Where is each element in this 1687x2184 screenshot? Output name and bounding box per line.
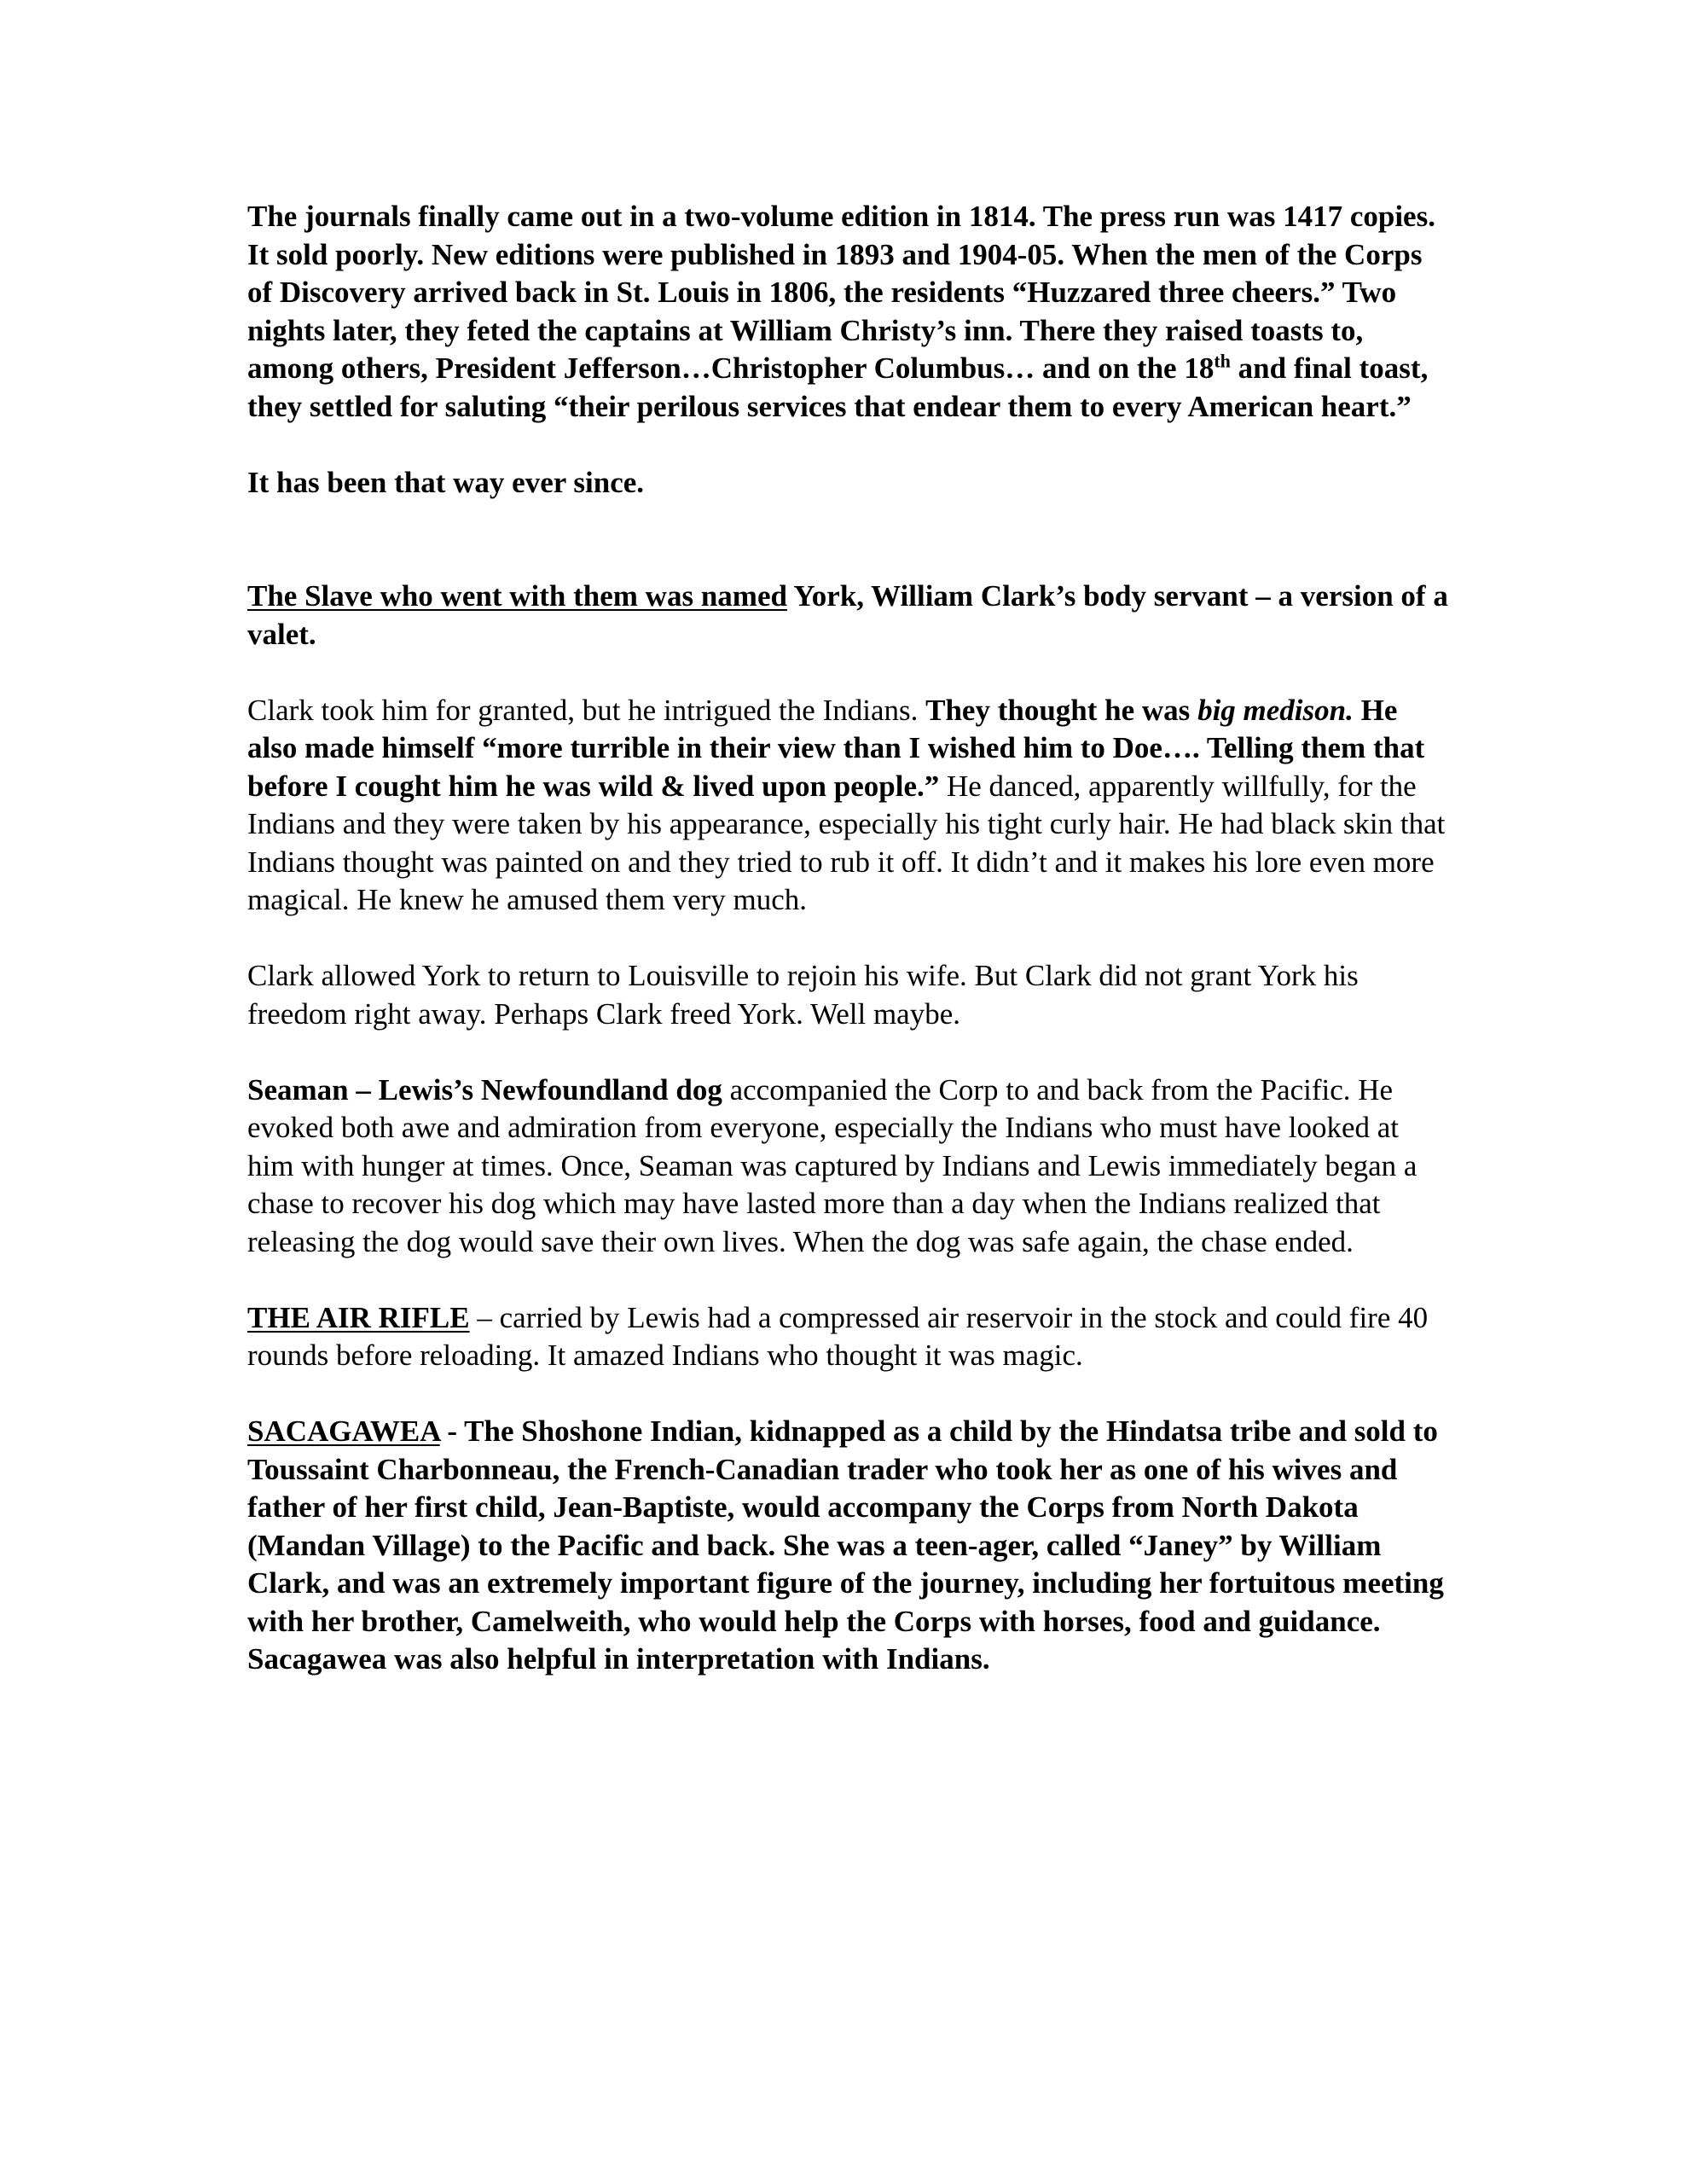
york-heading: The Slave who went with them was named	[247, 579, 787, 613]
seaman-text: accompanied the Corp to and back from the Pacific. He evoked both awe and admiration from everyone, especially the Indians who must have looked at him with hunger at times. Once, Seaman was captured by Indians and Lewis immediately began a chase to recover his dog which may have lasted more than a day when the Indians realized that releasing the dog would save their own lives. When the dog was safe again, the chase ended.	[247, 1072, 1417, 1258]
york-detail-quote: He also made himself “more turrible in their view than I wished him to Doe…. Telling them that before I cought him he was wild & lived upon people.”	[247, 693, 1425, 803]
sacagawea-text: - The Shoshone Indian, kidnapped as a child by the Hindatsa tribe and sold to Toussaint Charbonneau, the French-Canadian trader who took her as one of his wives and father of her first child, Jean-Baptiste, would accompany the Corps from North Dakota (Mandan Village) to the Pacific and back. She was a teen-ager, called “Janey” by William Clark, and was an extremely important figure of the journey, including her fortuitous meeting with her brother, Camelweith, who would help the Corps with horses, food and guidance. Sacagawea was also helpful in interpretation with Indians.	[247, 1414, 1444, 1676]
york-detail-italic: big medison.	[1197, 693, 1354, 727]
air-rifle-paragraph	[247, 1299, 1450, 1375]
york-detail-plain-2: He danced, apparently willfully, for the Indians and they were taken by his appearance, especially his tight curly hair. He had black skin that Indians thought was painted on and they tried to rub it off. It didn’t and it makes his lore even more magical. He knew he amused them very much.	[247, 769, 1446, 916]
journals-text-end: and final toast, they settled for saluting “their perilous services that endear them to every American heart.”	[247, 351, 1429, 423]
york-paragraph	[247, 578, 1450, 653]
since-text: It has been that way ever since.	[247, 465, 645, 499]
journals-paragraph	[247, 198, 1450, 426]
air-rifle-heading: THE AIR RIFLE	[247, 1300, 470, 1334]
york-detail-bold-1: They thought he was	[925, 693, 1198, 727]
york-detail-plain-1: Clark took him for granted, but he intrigued the Indians.	[247, 693, 926, 727]
york-freedom-paragraph	[247, 957, 1450, 1033]
york-heading-rest: York, William Clark’s body servant – a version of a valet.	[247, 579, 1448, 651]
sacagawea-paragraph	[247, 1413, 1450, 1679]
ordinal-superscript: th	[1214, 350, 1231, 372]
since-paragraph	[247, 464, 1450, 502]
document-body	[247, 198, 1450, 1716]
york-detail-paragraph	[247, 692, 1450, 920]
sacagawea-heading: SACAGAWEA	[247, 1414, 440, 1448]
seaman-paragraph	[247, 1072, 1450, 1262]
seaman-heading: Seaman – Lewis’s Newfoundland dog	[247, 1072, 722, 1107]
air-rifle-text: – carried by Lewis had a compressed air reservoir in the stock and could fire 40 rounds before reloading. It amazed Indians who thought it was magic.	[247, 1300, 1429, 1372]
york-freedom-text: Clark allowed York to return to Louisville to rejoin his wife. But Clark did not grant York his freedom right away. Perhaps Clark freed York. Well maybe.	[247, 959, 1359, 1031]
journals-text: The journals finally came out in a two-volume edition in 1814. The press run was 1417 copies. It sold poorly. New editions were published in 1893 and 1904-05. When the men of the Corps of Discovery arrived back in St. Louis in 1806, the residents “Huzzared three cheers.” Two nights later, they feted the captains at William Christy’s inn. There they raised toasts to, among others, President Jefferson…Christopher Columbus… and on the 18	[247, 200, 1435, 385]
